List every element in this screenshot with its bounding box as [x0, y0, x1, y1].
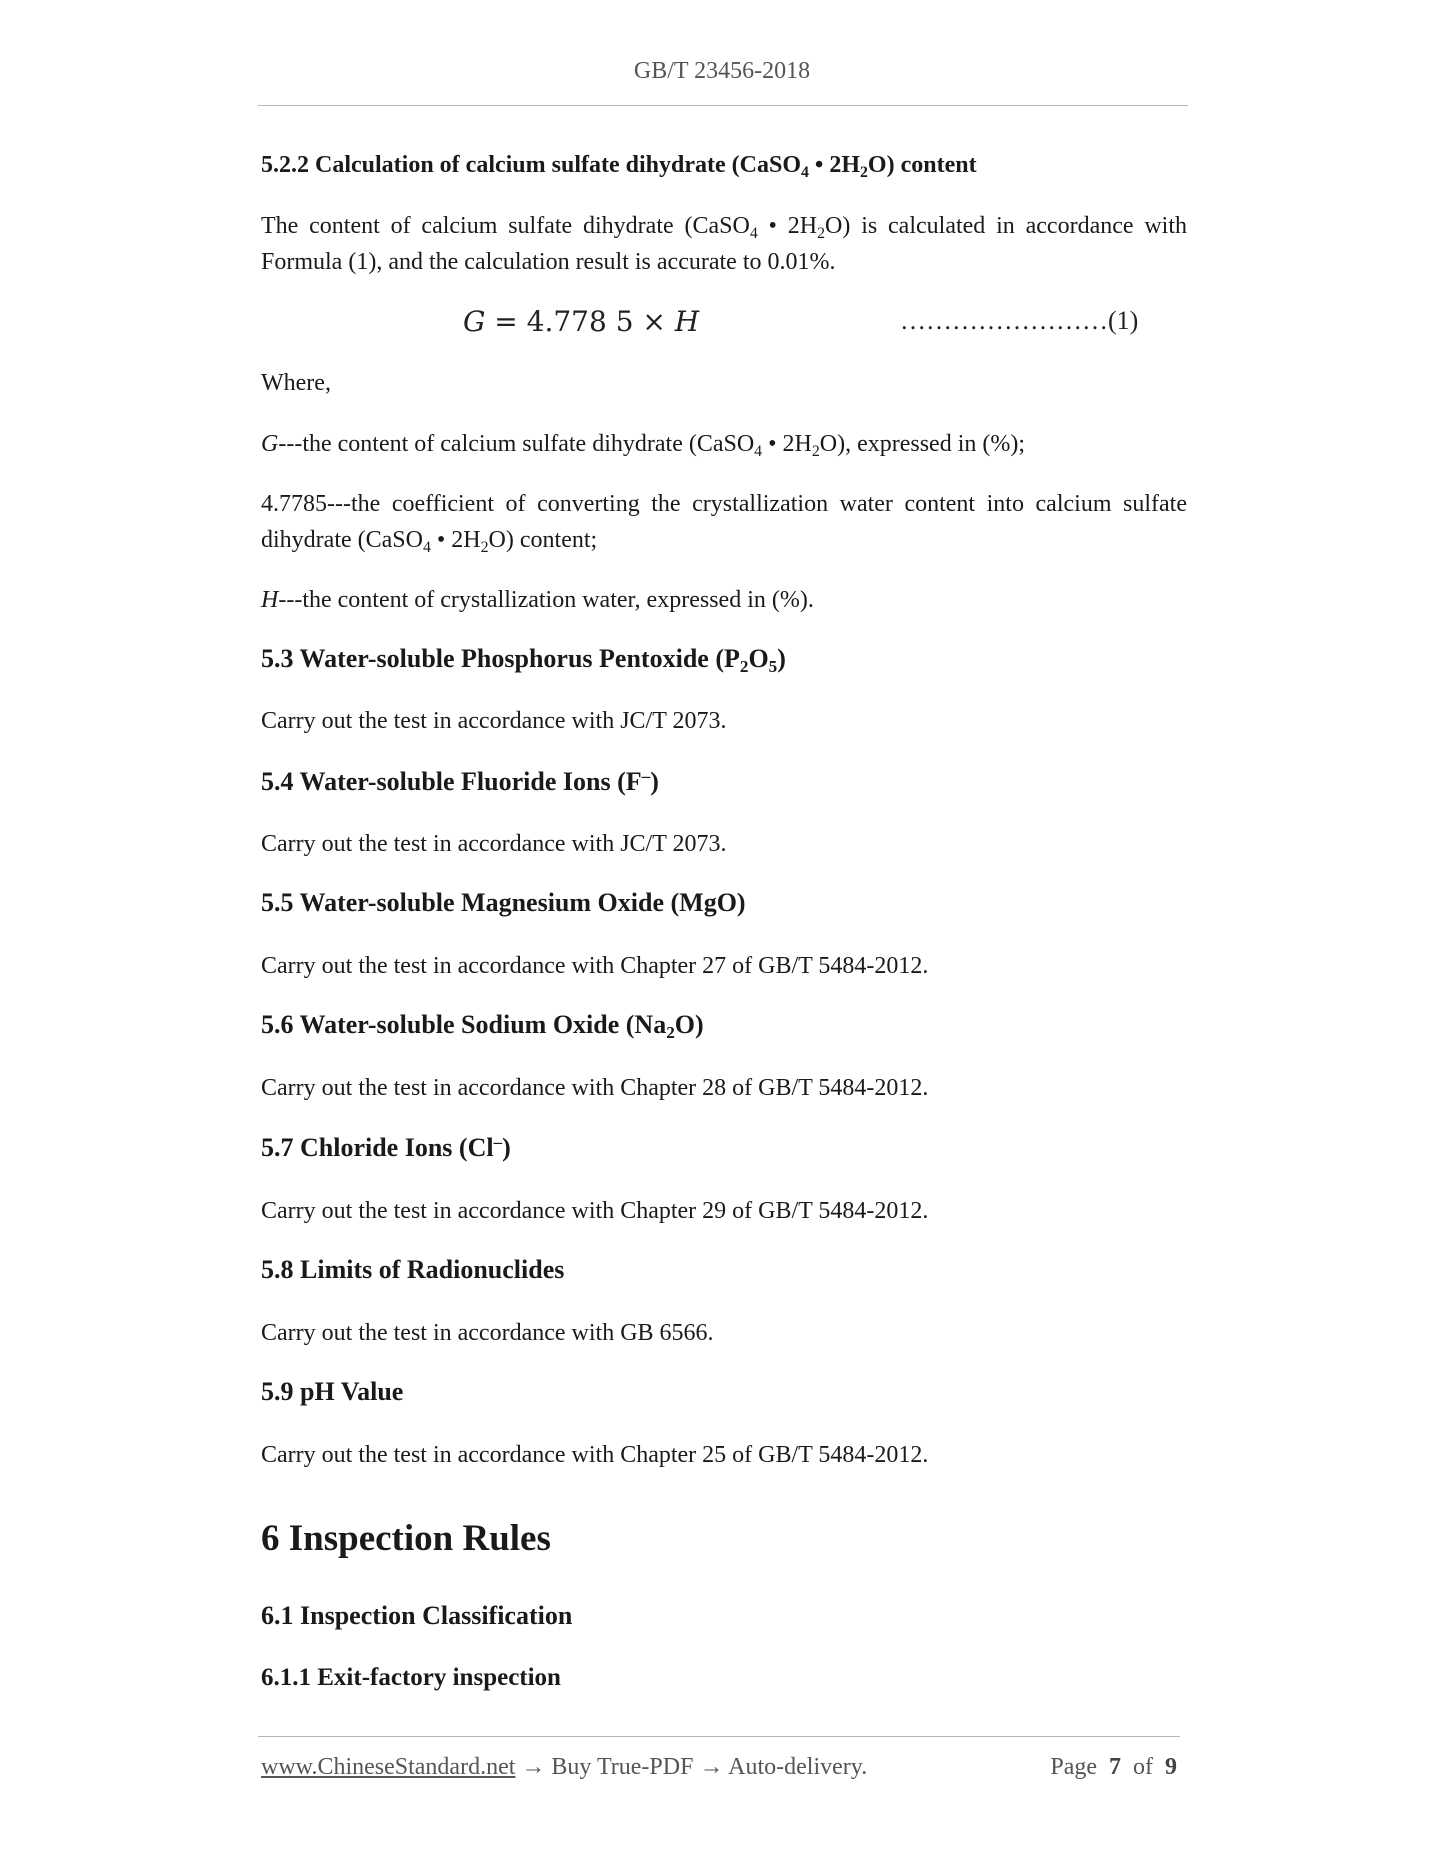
text-5-9: Carry out the test in accordance with Chapter 25 of GB/T 5484-2012.: [261, 1442, 929, 1468]
heading-5-9: 5.9 pH Value: [261, 1377, 404, 1406]
heading-5-4: 5.4 Water-soluble Fluoride Ions (F–): [261, 766, 659, 796]
text-5-6: Carry out the test in accordance with Chapter 28 of GB/T 5484-2012.: [261, 1075, 929, 1101]
header-divider: [258, 105, 1188, 106]
formula-1: G = 4.778 5 × H: [463, 305, 700, 338]
text-5-5: Carry out the test in accordance with Chapter 27 of GB/T 5484-2012.: [261, 953, 929, 979]
website-link[interactable]: www.ChineseStandard.net: [261, 1754, 516, 1780]
definition-g: G---the content of calcium sulfate dihydrate (CaSO$_4$ • $2H_2O$), expressed in (%);: [261, 431, 1026, 460]
heading-5-2-2: 5.2.2 Calculation of calcium sulfate dihydrate (CaSO$_4$ • $2H_2O$) content: [261, 152, 977, 181]
footer-divider: [258, 1736, 1180, 1737]
heading-5-6: 5.6 Water-soluble Sodium Oxide $(Na_2O)$: [261, 1010, 704, 1043]
heading-5-3: 5.3 Water-soluble Phosphorus Pentoxide $(P_2O_5)$: [261, 644, 786, 677]
heading-5-5: 5.5 Water-soluble Magnesium Oxide (MgO): [261, 888, 746, 917]
heading-5-8: 5.8 Limits of Radionuclides: [261, 1255, 565, 1284]
text-5-7: Carry out the test in accordance with Chapter 29 of GB/T 5484-2012.: [261, 1198, 929, 1224]
formula-number: ……………………(1): [900, 306, 1139, 335]
text-5-8: Carry out the test in accordance with GB 6566.: [261, 1320, 714, 1346]
text-5-4: Carry out the test in accordance with JC/T 2073.: [261, 831, 727, 857]
footer-links: www.ChineseStandard.net → Buy True-PDF → Auto-delivery.: [261, 1754, 868, 1780]
where-label: Where,: [261, 370, 331, 396]
heading-5-7: 5.7 Chloride Ions (Cl–): [261, 1132, 511, 1162]
text-5-3: Carry out the test in accordance with JC/T 2073.: [261, 708, 727, 734]
current-page: 7: [1109, 1754, 1121, 1780]
definition-h: H---the content of crystallization water, expressed in (%).: [261, 587, 814, 613]
page-indicator: Page 7 of 9: [1050, 1754, 1177, 1780]
buy-true-pdf-text: Buy True-PDF: [551, 1754, 694, 1780]
paragraph-calc-intro: The content of calcium sulfate dihydrate (CaSO$_4$ • $2H_2O$) is calculated in accordance with Formula (1), and the calculation result is accurate to 0.01%.: [261, 213, 1188, 275]
header-title: GB/T 23456-2018: [633, 58, 811, 84]
definition-coefficient: 4.7785---the coefficient of converting the crystallization water content into calcium sulfate dihydrate (CaSO$_4$ • $2H_2O$) content;: [261, 491, 1187, 556]
heading-6-1-1: 6.1.1 Exit-factory inspection: [261, 1664, 561, 1691]
heading-6-1: 6.1 Inspection Classification: [261, 1601, 573, 1630]
heading-6: 6 Inspection Rules: [261, 1518, 551, 1559]
total-pages: 9: [1165, 1754, 1177, 1780]
